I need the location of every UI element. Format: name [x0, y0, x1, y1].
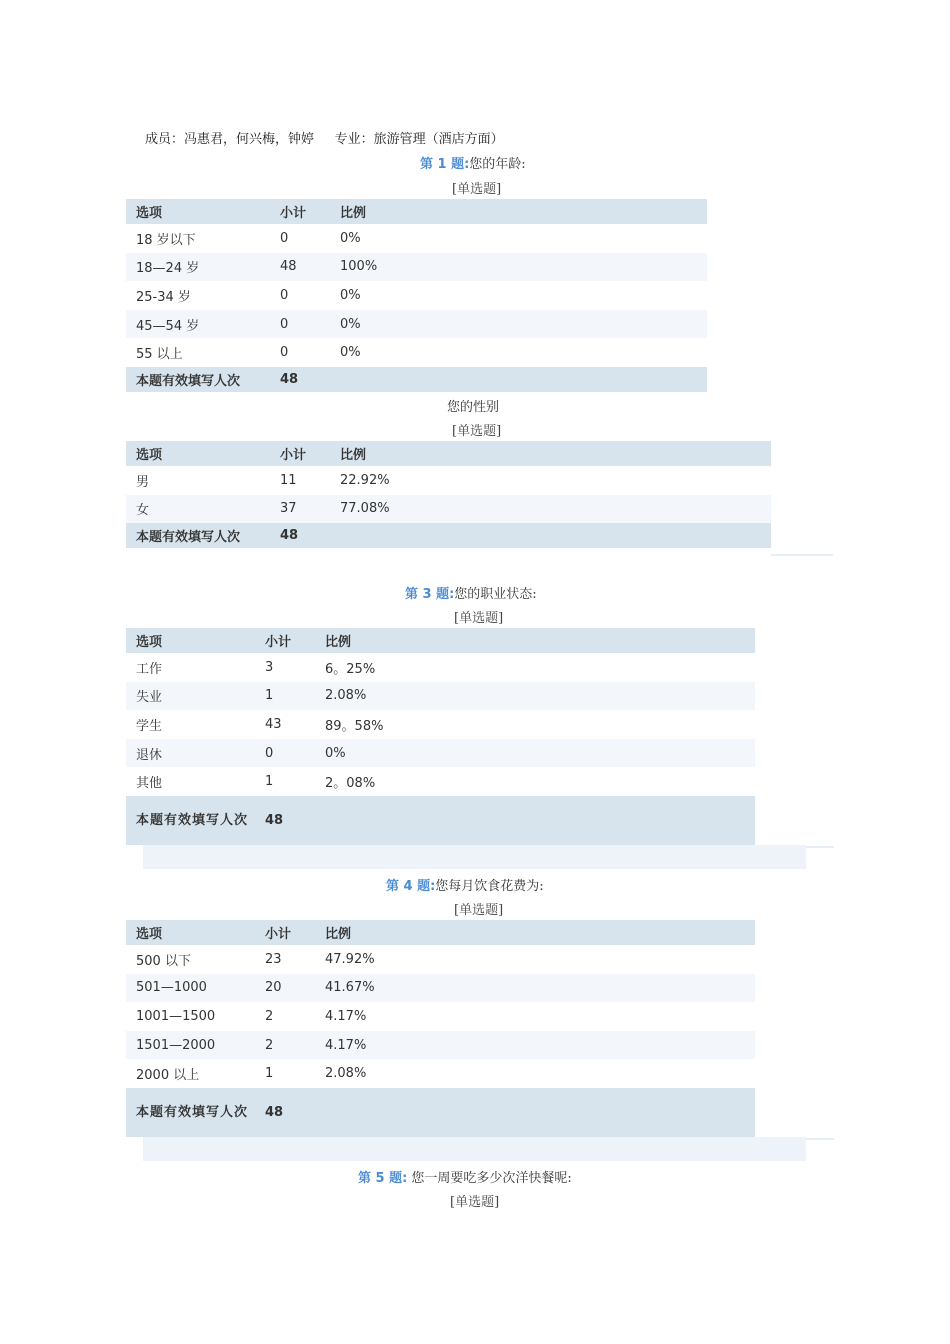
table-row — [126, 945, 755, 974]
total-label: 本题有效填写人次 — [126, 367, 270, 392]
table-row — [126, 1002, 755, 1031]
question-1-table — [126, 199, 707, 392]
option-cell: 55 以上 — [136, 347, 183, 363]
ratio-cell: 47.92% — [325, 951, 375, 967]
ratio-cell: 100% — [330, 253, 707, 282]
total-label: 本题有效填写人次 — [126, 523, 270, 548]
count-cell: 37 — [270, 495, 330, 524]
table-row — [126, 338, 707, 367]
option-cell: 45—54 岁 — [126, 310, 270, 339]
table-row — [126, 767, 755, 796]
total-value: 48 — [255, 1088, 315, 1137]
count-cell: 0 — [280, 287, 289, 303]
count-cell: 48 — [270, 253, 330, 282]
total-row — [126, 367, 707, 392]
table-header-row — [126, 628, 755, 653]
header-option: 选项 — [126, 441, 270, 466]
header-ratio: 比例 — [315, 920, 755, 945]
question-5-title — [358, 1167, 572, 1186]
count-cell: 2 — [255, 1031, 315, 1060]
count-cell: 3 — [265, 659, 274, 675]
question-1-type: [单选题] — [452, 182, 502, 197]
question-1-number: 第 1 题: — [420, 157, 470, 172]
table-row — [126, 253, 707, 282]
question-5-text: 您一周要吃多少次洋快餐呢: — [407, 1171, 572, 1186]
count-cell: 0 — [280, 230, 289, 246]
divider — [771, 554, 833, 556]
total-label: 本题有效填写人次 — [126, 796, 255, 845]
ratio-cell: 4.17% — [325, 1008, 367, 1024]
question-4-title — [386, 875, 544, 894]
option-cell: 学生 — [136, 718, 163, 734]
question-4-type: [单选题] — [454, 903, 504, 918]
count-cell: 2 — [265, 1008, 274, 1024]
ratio-cell: 2.08% — [325, 1066, 367, 1082]
table-row — [126, 710, 755, 739]
divider — [806, 1138, 834, 1140]
option-cell: 男 — [136, 474, 150, 490]
ratio-cell: 4.17% — [315, 1031, 755, 1060]
question-5-number: 第 5 题: — [358, 1171, 408, 1186]
ratio-cell: 2。08% — [325, 776, 376, 792]
question-3-table — [126, 628, 755, 845]
option-cell: 失业 — [126, 682, 255, 711]
question-3-number: 第 3 题: — [405, 587, 455, 602]
question-2-text: 您的性别 — [447, 400, 500, 415]
option-cell: 500 以下 — [136, 953, 191, 969]
header-count: 小计 — [255, 920, 315, 945]
table-row — [126, 653, 755, 682]
option-cell: 其他 — [136, 776, 163, 792]
question-1-title — [420, 153, 526, 172]
ratio-cell: 0% — [315, 739, 755, 768]
question-1-text: 您的年龄: — [469, 157, 526, 172]
ratio-cell: 6。25% — [325, 661, 376, 677]
count-cell: 20 — [255, 974, 315, 1003]
option-cell: 18—24 岁 — [126, 253, 270, 282]
ratio-cell: 0% — [340, 345, 361, 361]
option-cell: 女 — [126, 495, 270, 524]
question-4-text: 您每月饮食花费为: — [435, 879, 544, 894]
ratio-cell: 0% — [340, 287, 361, 303]
count-cell: 0 — [255, 739, 315, 768]
header-option: 选项 — [126, 920, 255, 945]
option-cell: 25-34 岁 — [136, 289, 191, 305]
header-option: 选项 — [126, 199, 270, 224]
ratio-cell: 41.67% — [315, 974, 755, 1003]
total-label: 本题有效填写人次 — [126, 1088, 255, 1137]
ratio-cell: 2.08% — [315, 682, 755, 711]
members-line: 成员：冯惠君，何兴梅，钟婷 专业：旅游管理（酒店方面） — [145, 132, 504, 147]
option-cell: 1001—1500 — [136, 1008, 216, 1024]
question-3-text: 您的职业状态: — [454, 587, 537, 602]
option-cell: 退休 — [126, 739, 255, 768]
ratio-cell: 0% — [340, 230, 361, 246]
table-row — [126, 1059, 755, 1088]
header-count: 小计 — [255, 628, 315, 653]
option-cell: 2000 以上 — [136, 1068, 200, 1084]
count-cell: 1 — [265, 1066, 274, 1082]
count-cell: 0 — [280, 345, 289, 361]
table-row — [126, 739, 755, 768]
option-cell: 1501—2000 — [126, 1031, 255, 1060]
question-4-table — [126, 920, 755, 1137]
question-3-type: [单选题] — [454, 611, 504, 626]
table-header-row — [126, 441, 771, 466]
count-cell: 1 — [265, 774, 274, 790]
header-count: 小计 — [270, 199, 330, 224]
spacer-band — [143, 1137, 806, 1161]
total-row — [126, 796, 755, 845]
table-row — [126, 495, 771, 524]
ratio-cell: 0% — [330, 310, 707, 339]
question-2-title — [447, 396, 499, 415]
count-cell: 11 — [280, 472, 297, 488]
ratio-cell: 77.08% — [330, 495, 771, 524]
table-header-row — [126, 920, 755, 945]
count-cell: 1 — [255, 682, 315, 711]
total-row — [126, 1088, 755, 1137]
table-row — [126, 974, 755, 1003]
spacer-band — [143, 845, 806, 869]
header-option: 选项 — [126, 628, 255, 653]
option-cell: 工作 — [136, 661, 163, 677]
question-2-table — [126, 441, 771, 548]
count-cell: 43 — [265, 716, 282, 732]
table-header-row — [126, 199, 707, 224]
option-cell: 18 岁以下 — [136, 232, 196, 248]
option-cell: 501—1000 — [126, 974, 255, 1003]
count-cell: 23 — [265, 951, 282, 967]
table-row — [126, 310, 707, 339]
table-row — [126, 466, 771, 495]
total-value: 48 — [270, 523, 330, 548]
header-count: 小计 — [270, 441, 330, 466]
total-value: 48 — [270, 367, 330, 392]
ratio-cell: 89。58% — [325, 718, 384, 734]
header-ratio: 比例 — [330, 441, 771, 466]
count-cell: 0 — [270, 310, 330, 339]
ratio-cell: 22.92% — [340, 472, 390, 488]
header-ratio: 比例 — [330, 199, 707, 224]
total-value: 48 — [255, 796, 315, 845]
total-row — [126, 523, 771, 548]
question-5-type: [单选题] — [450, 1195, 500, 1210]
table-row — [126, 281, 707, 310]
question-3-title — [405, 583, 537, 602]
table-row — [126, 682, 755, 711]
divider — [806, 846, 834, 848]
header-ratio: 比例 — [315, 628, 755, 653]
question-2-type: [单选题] — [452, 424, 502, 439]
question-4-number: 第 4 题: — [386, 879, 436, 894]
table-row — [126, 1031, 755, 1060]
table-row — [126, 224, 707, 253]
